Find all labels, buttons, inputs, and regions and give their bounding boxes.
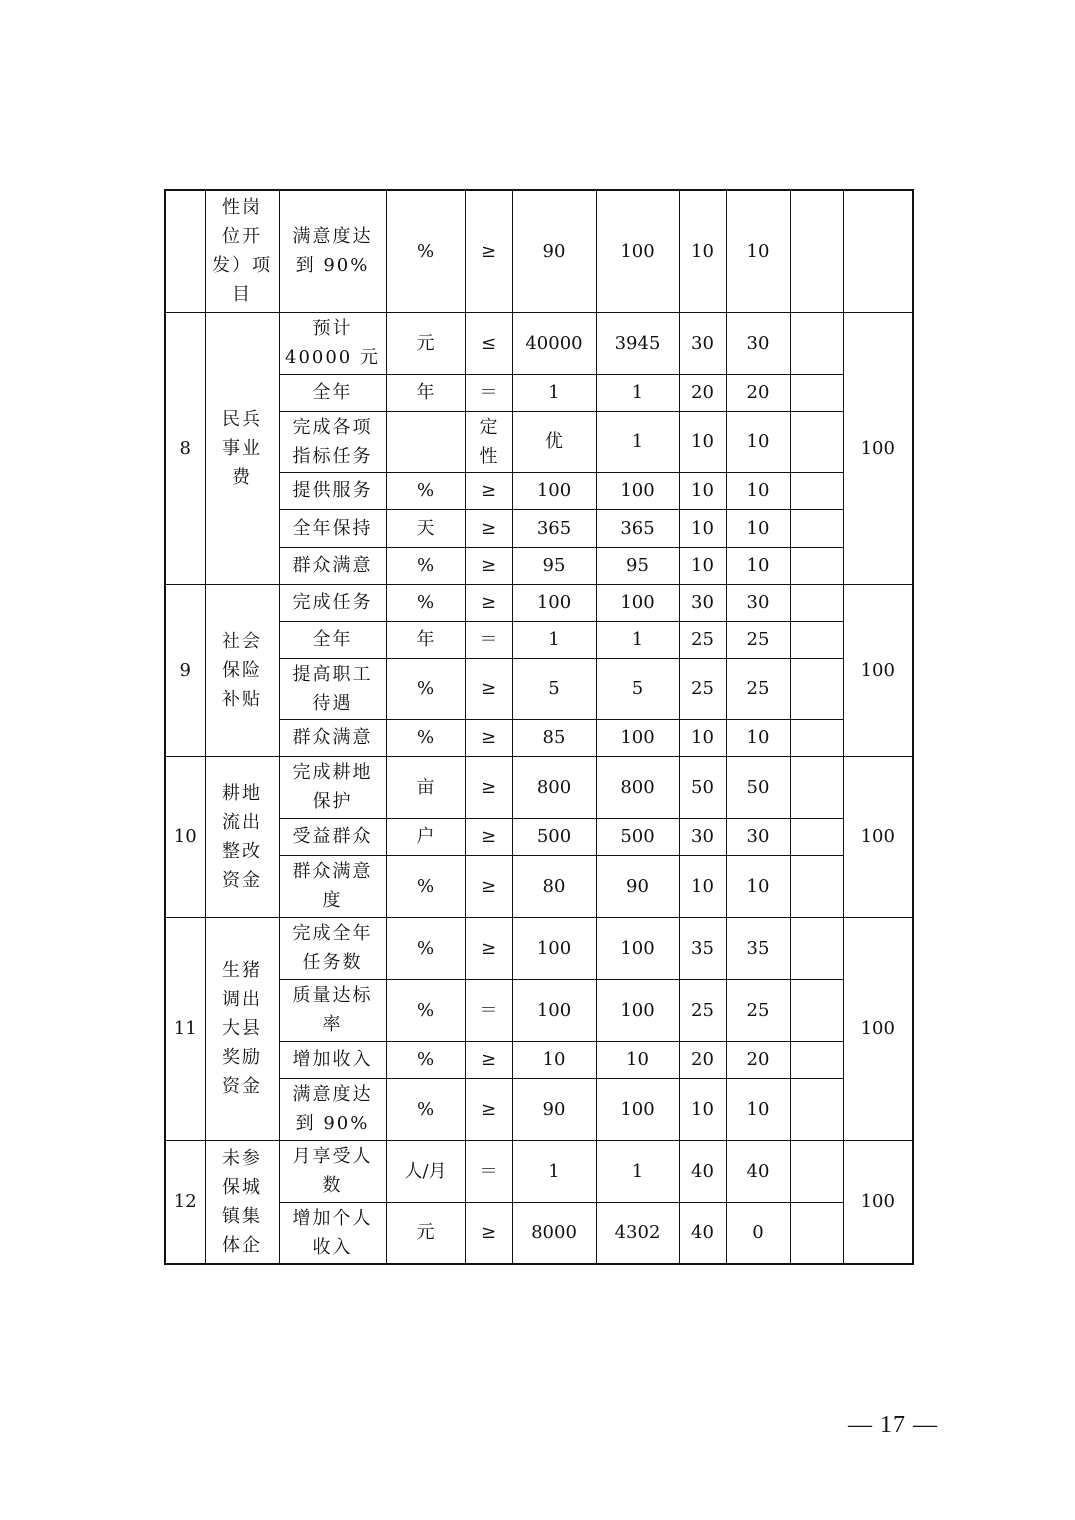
indicator: 群众满意 度 (279, 855, 386, 917)
unit: % (386, 855, 465, 917)
table-row (165, 312, 913, 374)
table-row (165, 584, 913, 621)
project-name: 耕地 流出 整改 资金 (205, 756, 279, 917)
indicator: 完成全年 任务数 (279, 917, 386, 979)
note (790, 190, 843, 312)
note (790, 374, 843, 411)
target-value: 500 (512, 818, 596, 855)
table-row (165, 917, 913, 979)
indicator: 群众满意 (279, 547, 386, 584)
total-score (843, 190, 913, 312)
note (790, 547, 843, 584)
project-name: 生猪 调出 大县 奖励 资金 (205, 917, 279, 1140)
weight: 20 (679, 374, 726, 411)
indicator: 预计 40000 元 (279, 312, 386, 374)
weight: 40 (679, 1140, 726, 1202)
operator: ≥ (465, 1078, 512, 1140)
target-value: 90 (512, 1078, 596, 1140)
table-row (165, 1140, 913, 1202)
performance-table (164, 189, 914, 1265)
actual-value: 1 (596, 621, 679, 658)
actual-value: 5 (596, 658, 679, 719)
actual-value: 100 (596, 1078, 679, 1140)
operator: ≥ (465, 719, 512, 756)
score: 30 (726, 818, 790, 855)
score: 10 (726, 411, 790, 472)
actual-value: 10 (596, 1041, 679, 1078)
score: 20 (726, 374, 790, 411)
target-value: 800 (512, 756, 596, 818)
weight: 30 (679, 312, 726, 374)
operator: ≥ (465, 509, 512, 547)
actual-value: 100 (596, 979, 679, 1041)
score: 10 (726, 509, 790, 547)
actual-value: 1 (596, 1140, 679, 1202)
note (790, 979, 843, 1041)
note (790, 584, 843, 621)
actual-value: 100 (596, 917, 679, 979)
project-name: 民兵 事业 费 (205, 312, 279, 584)
weight: 30 (679, 584, 726, 621)
row-number: 8 (165, 312, 205, 584)
unit: 人/月 (386, 1140, 465, 1202)
project-name: 未参 保城 镇集 体企 (205, 1140, 279, 1264)
note (790, 756, 843, 818)
score: 50 (726, 756, 790, 818)
weight: 50 (679, 756, 726, 818)
unit: % (386, 547, 465, 584)
target-value: 80 (512, 855, 596, 917)
actual-value: 95 (596, 547, 679, 584)
indicator: 完成任务 (279, 584, 386, 621)
note (790, 312, 843, 374)
weight: 25 (679, 621, 726, 658)
weight: 10 (679, 509, 726, 547)
target-value: 5 (512, 658, 596, 719)
actual-value: 100 (596, 190, 679, 312)
actual-value: 3945 (596, 312, 679, 374)
unit: % (386, 1041, 465, 1078)
weight: 35 (679, 917, 726, 979)
weight: 10 (679, 547, 726, 584)
operator: ≥ (465, 917, 512, 979)
unit: 元 (386, 1202, 465, 1264)
actual-value: 100 (596, 584, 679, 621)
unit: % (386, 917, 465, 979)
target-value: 95 (512, 547, 596, 584)
total-score: 100 (843, 917, 913, 1140)
unit: 亩 (386, 756, 465, 818)
indicator: 提高职工 待遇 (279, 658, 386, 719)
unit: % (386, 472, 465, 509)
actual-value: 365 (596, 509, 679, 547)
unit: 年 (386, 621, 465, 658)
row-number: 11 (165, 917, 205, 1140)
score: 10 (726, 190, 790, 312)
score: 20 (726, 1041, 790, 1078)
table-row (165, 756, 913, 818)
note (790, 411, 843, 472)
row-number: 9 (165, 584, 205, 756)
target-value: 10 (512, 1041, 596, 1078)
actual-value: 100 (596, 719, 679, 756)
operator: 定 性 (465, 411, 512, 472)
score: 25 (726, 658, 790, 719)
target-value: 40000 (512, 312, 596, 374)
weight: 20 (679, 1041, 726, 1078)
note (790, 658, 843, 719)
note (790, 719, 843, 756)
actual-value: 1 (596, 411, 679, 472)
target-value: 100 (512, 917, 596, 979)
note (790, 855, 843, 917)
total-score: 100 (843, 1140, 913, 1264)
operator: ≥ (465, 547, 512, 584)
score: 10 (726, 719, 790, 756)
operator: ＝ (465, 374, 512, 411)
note (790, 1041, 843, 1078)
unit: 年 (386, 374, 465, 411)
indicator: 完成各项 指标任务 (279, 411, 386, 472)
actual-value: 4302 (596, 1202, 679, 1264)
note (790, 1140, 843, 1202)
operator: ≥ (465, 472, 512, 509)
table-row (165, 190, 913, 312)
weight: 30 (679, 818, 726, 855)
note (790, 1078, 843, 1140)
target-value: 8000 (512, 1202, 596, 1264)
unit (386, 411, 465, 472)
actual-value: 500 (596, 818, 679, 855)
total-score: 100 (843, 312, 913, 584)
weight: 10 (679, 411, 726, 472)
unit: 户 (386, 818, 465, 855)
indicator: 提供服务 (279, 472, 386, 509)
indicator: 增加收入 (279, 1041, 386, 1078)
operator: ≤ (465, 312, 512, 374)
page-number: — 17 — (848, 1412, 938, 1438)
target-value: 365 (512, 509, 596, 547)
indicator: 全年 (279, 621, 386, 658)
note (790, 1202, 843, 1264)
unit: % (386, 719, 465, 756)
indicator: 质量达标 率 (279, 979, 386, 1041)
operator: ≥ (465, 818, 512, 855)
weight: 40 (679, 1202, 726, 1264)
target-value: 1 (512, 1140, 596, 1202)
indicator: 全年保持 (279, 509, 386, 547)
target-value: 100 (512, 979, 596, 1041)
unit: 元 (386, 312, 465, 374)
weight: 10 (679, 1078, 726, 1140)
operator: ≥ (465, 855, 512, 917)
score: 0 (726, 1202, 790, 1264)
project-name: 社会 保险 补贴 (205, 584, 279, 756)
score: 40 (726, 1140, 790, 1202)
row-number: 10 (165, 756, 205, 917)
operator: ≥ (465, 756, 512, 818)
note (790, 472, 843, 509)
note (790, 917, 843, 979)
unit: % (386, 584, 465, 621)
indicator: 增加个人 收入 (279, 1202, 386, 1264)
operator: ≥ (465, 584, 512, 621)
weight: 25 (679, 979, 726, 1041)
operator: ≥ (465, 658, 512, 719)
unit: % (386, 979, 465, 1041)
target-value: 85 (512, 719, 596, 756)
indicator: 受益群众 (279, 818, 386, 855)
operator: ≥ (465, 190, 512, 312)
score: 30 (726, 312, 790, 374)
score: 10 (726, 1078, 790, 1140)
actual-value: 100 (596, 472, 679, 509)
weight: 25 (679, 658, 726, 719)
target-value: 100 (512, 472, 596, 509)
row-number (165, 190, 205, 312)
note (790, 818, 843, 855)
operator: ＝ (465, 1140, 512, 1202)
unit: % (386, 658, 465, 719)
unit: % (386, 190, 465, 312)
project-name: 性岗 位开 发）项 目 (205, 190, 279, 312)
actual-value: 800 (596, 756, 679, 818)
total-score: 100 (843, 584, 913, 756)
weight: 10 (679, 719, 726, 756)
weight: 10 (679, 190, 726, 312)
unit: % (386, 1078, 465, 1140)
score: 25 (726, 979, 790, 1041)
weight: 10 (679, 855, 726, 917)
indicator: 满意度达 到 90% (279, 1078, 386, 1140)
target-value: 优 (512, 411, 596, 472)
operator: ＝ (465, 979, 512, 1041)
target-value: 100 (512, 584, 596, 621)
total-score: 100 (843, 756, 913, 917)
score: 10 (726, 547, 790, 584)
operator: ≥ (465, 1202, 512, 1264)
actual-value: 90 (596, 855, 679, 917)
unit: 天 (386, 509, 465, 547)
score: 10 (726, 855, 790, 917)
note (790, 621, 843, 658)
score: 25 (726, 621, 790, 658)
score: 35 (726, 917, 790, 979)
indicator: 完成耕地 保护 (279, 756, 386, 818)
indicator: 全年 (279, 374, 386, 411)
target-value: 1 (512, 374, 596, 411)
target-value: 90 (512, 190, 596, 312)
indicator: 月享受人 数 (279, 1140, 386, 1202)
actual-value: 1 (596, 374, 679, 411)
score: 10 (726, 472, 790, 509)
indicator: 群众满意 (279, 719, 386, 756)
score: 30 (726, 584, 790, 621)
target-value: 1 (512, 621, 596, 658)
note (790, 509, 843, 547)
operator: ≥ (465, 1041, 512, 1078)
operator: ＝ (465, 621, 512, 658)
row-number: 12 (165, 1140, 205, 1264)
indicator: 满意度达 到 90% (279, 190, 386, 312)
weight: 10 (679, 472, 726, 509)
